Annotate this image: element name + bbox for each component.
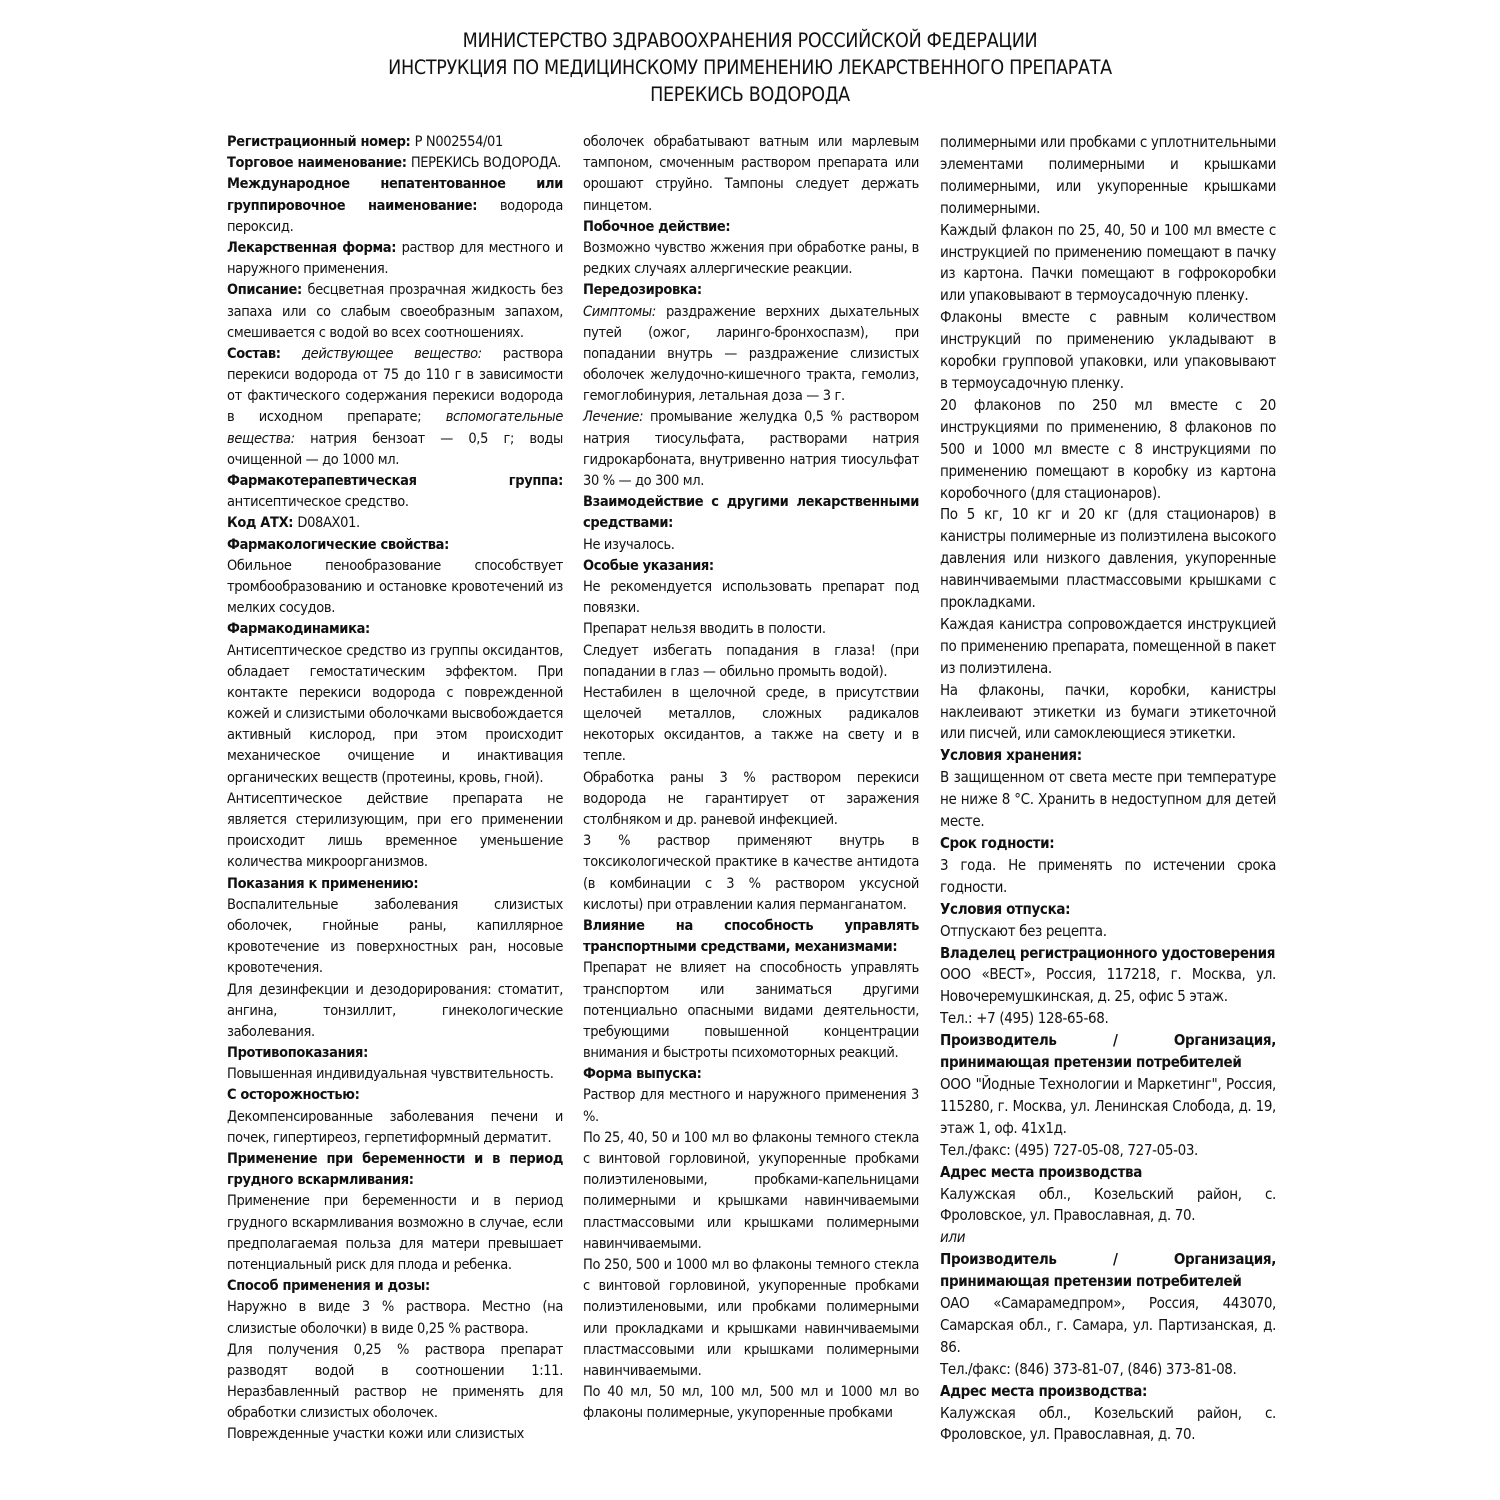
section-heading: Применение при беременности и в период грудного вскармливания:	[227, 1151, 563, 1189]
paragraph	[583, 577, 919, 619]
paragraph	[583, 556, 919, 577]
paragraph	[227, 471, 563, 513]
paragraph	[227, 174, 563, 238]
paragraph	[227, 1149, 563, 1191]
section-heading: Влияние на способность управлять транспортными средствами, механизмами:	[583, 917, 919, 956]
paragraph	[583, 302, 919, 408]
paragraph	[940, 1227, 1276, 1249]
section-heading: Условия хранения:	[940, 746, 1082, 765]
body-text: Тел./факс: (846) 373-81-07, (846) 373-81-08.	[940, 1359, 1237, 1378]
italic-label: вспомогательные вещества:	[227, 409, 563, 447]
body-text: Не изучалось.	[583, 536, 675, 553]
body-text: раздражение верхних дыхательных путей (ожог, ларинго-бронхоспазм), при попадании внутрь — раздражение слизистых оболочек желудочно-кишечного тракта, гемолиз, гемоглобинурия, летальная доза — 3 г.	[583, 303, 919, 405]
section-heading: Срок годности:	[940, 834, 1055, 852]
paragraph	[227, 1276, 563, 1297]
paragraph	[583, 1064, 919, 1085]
paragraph	[227, 641, 563, 789]
paragraph	[583, 916, 919, 958]
body-text: промывание желудка 0,5 % раствором натрия тиосульфата, растворами натрия гидрокарбоната, внутривенно натрия тиосульфат 30 % — до 300 мл.	[583, 409, 919, 489]
paragraph	[940, 899, 1276, 921]
paragraph	[227, 1297, 563, 1339]
paragraph	[583, 831, 919, 916]
paragraph	[940, 767, 1276, 833]
paragraph	[227, 513, 563, 534]
section-heading: Производитель / Организация, принимающая претензии потребителей	[940, 1250, 1276, 1291]
body-text: Для получения 0,25 % раствора препарат разводят водой в соотношении 1:11. Неразбавленный раствор не применять для обработки слизистых оболочек.	[227, 1341, 563, 1422]
section-heading: Лекарственная форма:	[227, 239, 402, 256]
body-text: По 40 мл, 50 мл, 100 мл, 500 мл и 1000 мл во флаконы полимерные, укупоренные пробками	[583, 1384, 919, 1422]
body-text: Препарат не влияет на способность управлять транспортом или заниматься другими потенциально опасными видами деятельности, требующими повышенной концентрации внимания и быстроты психомоторных реакций.	[583, 960, 919, 1062]
paragraph	[227, 980, 563, 1044]
body-text: На флаконы, пачки, коробки, канистры наклеивают этикетки из бумаги этикеточной или писчей, или самоклеющиеся этикетки.	[940, 680, 1276, 743]
paragraph	[583, 132, 919, 217]
body-text: По 250, 500 и 1000 мл во флаконы темного стекла с винтовой горловиной, укупоренные пробками полиэтиленовыми, или пробками полимерными или прокладками и крышками навинчиваемыми пластмассовыми или крышками полимерными навинчиваемыми.	[583, 1256, 919, 1379]
instruction-title: ИНСТРУКЦИЯ ПО МЕДИЦИНСКОМУ ПРИМЕНЕНИЮ ЛЕКАРСТВЕННОГО ПРЕПАРАТА	[388, 56, 1112, 79]
paragraph	[583, 683, 919, 768]
paragraph	[227, 556, 563, 620]
body-text: D08AX01.	[297, 515, 360, 532]
paragraph	[940, 307, 1276, 395]
section-heading: Регистрационный номер:	[227, 134, 415, 150]
body-text: Обильное пенообразование способствует тромбообразованию и остановке кровотечений из мелких сосудов.	[227, 557, 563, 617]
body-text: ООО "Йодные Технологии и Маркетинг", Россия, 115280, г. Москва, ул. Ленинская Слобода, д. 19, этаж 1, оф. 41х1д.	[940, 1074, 1276, 1137]
paragraph	[227, 238, 563, 280]
paragraph	[583, 238, 919, 280]
section-heading: Показания к применению:	[227, 875, 419, 892]
body-text: Нестабилен в щелочной среде, в присутствии щелочей металлов, сложных радикалов некоторых оксидантов, а также на свету и в тепле.	[583, 684, 919, 765]
paragraph	[940, 1030, 1276, 1074]
text-column-3	[940, 132, 1276, 1446]
section-heading: Фармакологические свойства:	[227, 536, 449, 553]
body-text: ОАО «Самарамедпром», Россия, 443070, Самарская обл., г. Самара, ул. Партизанская, д. 86.	[940, 1294, 1276, 1356]
section-heading: Производитель / Организация, принимающая претензии потребителей	[940, 1031, 1276, 1072]
paragraph	[940, 395, 1276, 505]
body-text: Антисептическое средство из группы оксидантов, обладает гемостатическим эффектом. При контакте перекиси водорода с поврежденной кожей и слизистыми оболочками высвобождается активный кислород, при этом происходит механическое очищение и инактивация органических веществ (протеины, кровь, гной).	[227, 642, 563, 786]
paragraph	[940, 964, 1276, 1008]
section-heading: Адрес места производства:	[940, 1381, 1148, 1400]
paragraph	[583, 768, 919, 832]
section-heading: Владелец регистрационного удостоверения	[940, 943, 1276, 962]
body-text: Наружно в виде 3 % раствора. Местно (на слизистые оболочки) в виде 0,25 % раствора.	[227, 1299, 563, 1337]
section-heading: Фармакотерапевтическая группа:	[227, 473, 563, 489]
paragraph	[940, 1162, 1276, 1184]
body-text: Р N002554/01	[414, 134, 503, 150]
paragraph	[940, 1293, 1276, 1359]
paragraph	[227, 280, 563, 344]
body-text: Обработка раны 3 % раствором перекиси водорода не гарантирует от заражения столбняком и др. раневой инфекцией.	[583, 769, 919, 828]
paragraph	[583, 280, 919, 301]
paragraph	[227, 1085, 563, 1106]
drug-name-title: ПЕРЕКИСЬ ВОДОРОДА	[650, 83, 850, 106]
text-column-2	[583, 132, 919, 1424]
section-heading: Адрес места производства	[940, 1162, 1142, 1181]
body-text: Поврежденные участки кожи или слизистых	[227, 1426, 525, 1443]
paragraph	[940, 1381, 1276, 1403]
paragraph	[227, 1064, 563, 1085]
body-text: Повышенная индивидуальная чувствительность.	[227, 1066, 554, 1083]
paragraph	[940, 680, 1276, 746]
body-text: В защищенном от света месте при температуре не ниже 8 °С. Хранить в недоступном для детей месте.	[940, 768, 1276, 831]
paragraph	[227, 1043, 563, 1064]
paragraph	[583, 619, 919, 640]
body-text: Каждый флакон по 25, 40, 50 и 100 мл вместе с инструкцией по применению помещают в пачку из картона. Пачки помещают в гофрокоробки или упаковывают в термоусадочную пленку.	[940, 220, 1276, 305]
paragraph	[940, 1074, 1276, 1140]
italic-label: или	[940, 1228, 966, 1247]
body-text: Калужская обл., Козельский район, с. Фроловское, ул. Православная, д. 70.	[940, 1403, 1276, 1444]
paragraph	[940, 833, 1276, 855]
body-text: раствор для местного и наружного применения.	[227, 239, 563, 278]
paragraph	[583, 1255, 919, 1382]
paragraph	[940, 1403, 1276, 1447]
body-text: Применение при беременности и в период грудного вскармливания возможно в случае, если предполагаемая польза для матери превышает потенциальный риск для плода и ребенка.	[227, 1193, 563, 1273]
ministry-title: МИНИСТЕРСТВО ЗДРАВООХРАНЕНИЯ РОССИЙСКОЙ ФЕДЕРАЦИИ	[462, 29, 1038, 52]
section-heading: Передозировка:	[583, 282, 702, 299]
paragraph	[940, 220, 1276, 308]
body-text: 20 флаконов по 250 мл вместе с 20 инструкциями по применению, 8 флаконов по 500 и 1000 мл вместе с 8 инструкциями по применению помещают в коробку из картона коробочного (для стационаров).	[940, 395, 1276, 502]
body-text: Тел./факс: (495) 727-05-08, 727-05-03.	[940, 1140, 1198, 1159]
paragraph	[583, 1382, 919, 1424]
paragraph	[940, 943, 1276, 965]
paragraph	[583, 1128, 919, 1255]
paragraph	[227, 619, 563, 640]
paragraph	[583, 1085, 919, 1127]
paragraph	[227, 344, 563, 471]
body-text: Тел.: +7 (495) 128-65-68.	[940, 1009, 1109, 1028]
section-heading: С осторожностью:	[227, 1087, 360, 1104]
paragraph	[227, 153, 563, 174]
section-heading: Фармакодинамика:	[227, 621, 370, 638]
body-text: Следует избегать попадания в глаза! (при попадании в глаз — обильно промыть водой).	[583, 642, 919, 680]
paragraph	[940, 1184, 1276, 1228]
italic-label: Лечение:	[583, 409, 650, 426]
body-text: Воспалительные заболевания слизистых оболочек, гнойные раны, капиллярное кровотечение из поверхностных ран, носовые кровотечения.	[227, 896, 563, 977]
paragraph	[583, 641, 919, 683]
paragraph	[940, 855, 1276, 899]
body-text: натрия бензоат — 0,5 г; воды очищенной — до 1000 мл.	[227, 430, 564, 468]
body-text: Не рекомендуется использовать препарат под повязки.	[583, 578, 919, 617]
body-text: Раствор для местного и наружного применения 3 %.	[583, 1087, 919, 1125]
body-text: полимерными или пробками с уплотнительными элементами полимерными и крышками полимерными, или укупоренные крышками полимерными.	[940, 133, 1276, 217]
section-heading: Особые указания:	[583, 557, 714, 574]
paragraph	[940, 1359, 1276, 1381]
body-text: ООО «ВЕСТ», Россия, 117218, г. Москва, ул. Новочеремушкинская, д. 25, офис 5 этаж.	[940, 965, 1276, 1006]
italic-label: действующее вещество:	[302, 345, 503, 362]
paragraph	[583, 492, 919, 534]
paragraph	[940, 1140, 1276, 1162]
paragraph	[940, 614, 1276, 680]
paragraph	[583, 407, 919, 492]
body-text: раствора перекиси водорода от 75 до 110 г в зависимости от фактического содержания перекиси водорода в исходном препарате;	[227, 345, 563, 426]
section-heading: Форма выпуска:	[583, 1066, 702, 1083]
paragraph	[227, 895, 563, 980]
body-text: Каждая канистра сопровождается инструкцией по применению препарата, помещенной в пакет из полиэтилена.	[940, 614, 1276, 677]
body-text: 3 года. Не применять по истечении срока годности.	[940, 855, 1276, 896]
paragraph	[227, 1340, 563, 1425]
body-text: Для дезинфекции и дезодорирования: стоматит, ангина, тонзиллит, гинекологические заболевания.	[227, 981, 563, 1040]
italic-label: Симптомы:	[583, 303, 666, 320]
body-text: антисептическое средство.	[227, 494, 409, 511]
body-text: Антисептическое действие препарата не является стерилизующим, при его применении происходит лишь временное уменьшение количества микроорганизмов.	[227, 790, 563, 871]
section-heading: Побочное действие:	[583, 218, 731, 235]
section-heading: Описание:	[227, 282, 308, 299]
paragraph	[227, 789, 563, 874]
paragraph	[940, 745, 1276, 767]
paragraph	[583, 958, 919, 1064]
paragraph	[940, 504, 1276, 614]
section-heading: Условия отпуска:	[940, 899, 1071, 918]
body-text: По 5 кг, 10 кг и 20 кг (для стационаров) в канистры полимерные из полиэтилена высокого давления или низкого давления, укупоренные навинчиваемыми пластмассовыми крышками с прокладками.	[940, 505, 1276, 612]
section-heading: Взаимодействие с другими лекарственными средствами:	[583, 494, 919, 532]
paragraph	[227, 1424, 563, 1445]
section-heading: Торговое наименование:	[227, 155, 411, 172]
section-heading: Код АТХ:	[227, 515, 298, 532]
paragraph	[940, 921, 1276, 943]
paragraph	[940, 1249, 1276, 1293]
paragraph	[940, 1008, 1276, 1030]
paragraph	[227, 874, 563, 895]
section-heading: Противопоказания:	[227, 1045, 368, 1062]
section-heading: Международное непатентованное или группировочное наименование:	[227, 176, 563, 214]
paragraph	[227, 1107, 563, 1149]
paragraph	[227, 132, 563, 153]
paragraph	[583, 535, 919, 556]
section-heading: Способ применения и дозы:	[227, 1278, 430, 1295]
paragraph	[940, 132, 1276, 220]
body-text: бесцветная прозрачная жидкость без запаха или со слабым своеобразным запахом, смешивается с водой во всех соотношениях.	[227, 282, 563, 341]
body-text: Отпускают без рецепта.	[940, 921, 1107, 940]
body-text: водорода пероксид.	[227, 197, 563, 235]
paragraph	[227, 535, 563, 556]
body-text: Декомпенсированные заболевания печени и почек, гипертиреоз, герпетиформный дерматит.	[227, 1108, 563, 1146]
paragraph	[583, 217, 919, 238]
paragraph	[227, 1191, 563, 1276]
text-column-1	[227, 132, 563, 1446]
body-text: 3 % раствор применяют внутрь в токсикологической практике в качестве антидота (в комбинации с 3 % раствором уксусной кислоты) при отравлении калия перманганатом.	[583, 833, 919, 913]
body-text: ПЕРЕКИСЬ ВОДОРОДА.	[410, 155, 561, 172]
body-text: оболочек обрабатывают ватным или марлевым тампоном, смоченным раствором препарата или орошают струйно. Тампоны следует держать пинцетом.	[583, 134, 919, 214]
document-header	[0, 27, 1500, 108]
body-text: Возможно чувство жжения при обработке раны, в редких случаях аллергические реакции.	[583, 239, 919, 278]
body-text: Препарат нельзя вводить в полости.	[583, 621, 826, 638]
body-text: Калужская обл., Козельский район, с. Фроловское, ул. Православная, д. 70.	[940, 1184, 1276, 1225]
body-text: По 25, 40, 50 и 100 мл во флаконы темного стекла с винтовой горловиной, укупоренные пробками полиэтиленовыми, пробками-капельницами полимерными и крышками навинчиваемыми пластмассовыми или крышками полимерными навинчиваемыми.	[583, 1129, 919, 1252]
body-text: Флаконы вместе с равным количеством инструкций по применению укладывают в коробки групповой упаковки, или упаковывают в термоусадочную пленку.	[940, 308, 1276, 392]
section-heading: Состав:	[227, 345, 302, 362]
